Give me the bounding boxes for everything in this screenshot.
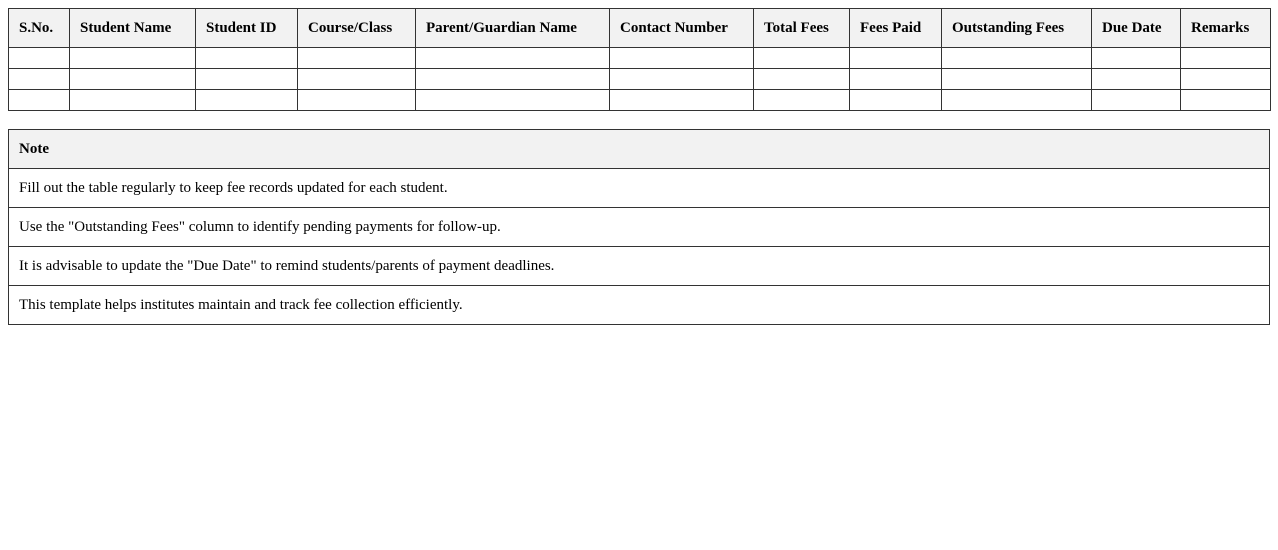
table-cell[interactable] — [942, 48, 1092, 69]
table-row — [9, 69, 1271, 90]
fee-records-table — [8, 8, 1271, 111]
table-cell[interactable] — [70, 48, 196, 69]
notes-header-row — [9, 130, 1270, 169]
note-item: Fill out the table regularly to keep fee records updated for each student. — [9, 169, 1270, 208]
table-cell[interactable] — [754, 48, 850, 69]
note-row — [9, 247, 1270, 286]
table-cell[interactable] — [196, 48, 298, 69]
note-row — [9, 169, 1270, 208]
column-header-due-date: Due Date — [1092, 9, 1181, 48]
column-header-contact-number: Contact Number — [610, 9, 754, 48]
table-cell[interactable] — [416, 48, 610, 69]
note-row — [9, 286, 1270, 325]
table-cell[interactable] — [416, 69, 610, 90]
note-item: Use the "Outstanding Fees" column to identify pending payments for follow-up. — [9, 208, 1270, 247]
table-cell[interactable] — [298, 69, 416, 90]
table-cell[interactable] — [196, 69, 298, 90]
column-header-student-id: Student ID — [196, 9, 298, 48]
note-item: This template helps institutes maintain and track fee collection efficiently. — [9, 286, 1270, 325]
table-cell[interactable] — [9, 48, 70, 69]
table-cell[interactable] — [610, 48, 754, 69]
column-header-student-name: Student Name — [70, 9, 196, 48]
note-item: It is advisable to update the "Due Date" to remind students/parents of payment deadlines. — [9, 247, 1270, 286]
table-cell[interactable] — [416, 90, 610, 111]
notes-table — [8, 129, 1270, 325]
table-cell[interactable] — [850, 90, 942, 111]
table-row — [9, 48, 1271, 69]
column-header-outstanding-fees: Outstanding Fees — [942, 9, 1092, 48]
table-cell[interactable] — [1181, 69, 1271, 90]
table-cell[interactable] — [850, 69, 942, 90]
notes-heading: Note — [9, 130, 1270, 169]
table-cell[interactable] — [298, 90, 416, 111]
table-cell[interactable] — [9, 90, 70, 111]
table-cell[interactable] — [942, 90, 1092, 111]
table-cell[interactable] — [1092, 90, 1181, 111]
table-cell[interactable] — [196, 90, 298, 111]
column-header-total-fees: Total Fees — [754, 9, 850, 48]
table-cell[interactable] — [1181, 90, 1271, 111]
table-cell[interactable] — [9, 69, 70, 90]
table-cell[interactable] — [70, 90, 196, 111]
table-cell[interactable] — [70, 69, 196, 90]
table-cell[interactable] — [1092, 69, 1181, 90]
table-cell[interactable] — [942, 69, 1092, 90]
table-cell[interactable] — [850, 48, 942, 69]
table-cell[interactable] — [298, 48, 416, 69]
table-cell[interactable] — [754, 69, 850, 90]
table-cell[interactable] — [610, 69, 754, 90]
note-row — [9, 208, 1270, 247]
table-cell[interactable] — [1181, 48, 1271, 69]
table-cell[interactable] — [754, 90, 850, 111]
table-cell[interactable] — [1092, 48, 1181, 69]
table-cell[interactable] — [610, 90, 754, 111]
table-row — [9, 90, 1271, 111]
column-header-fees-paid: Fees Paid — [850, 9, 942, 48]
column-header-remarks: Remarks — [1181, 9, 1271, 48]
column-header-guardian-name: Parent/Guardian Name — [416, 9, 610, 48]
table-header-row — [9, 9, 1271, 48]
column-header-course-class: Course/Class — [298, 9, 416, 48]
column-header-serial-number: S.No. — [9, 9, 70, 48]
